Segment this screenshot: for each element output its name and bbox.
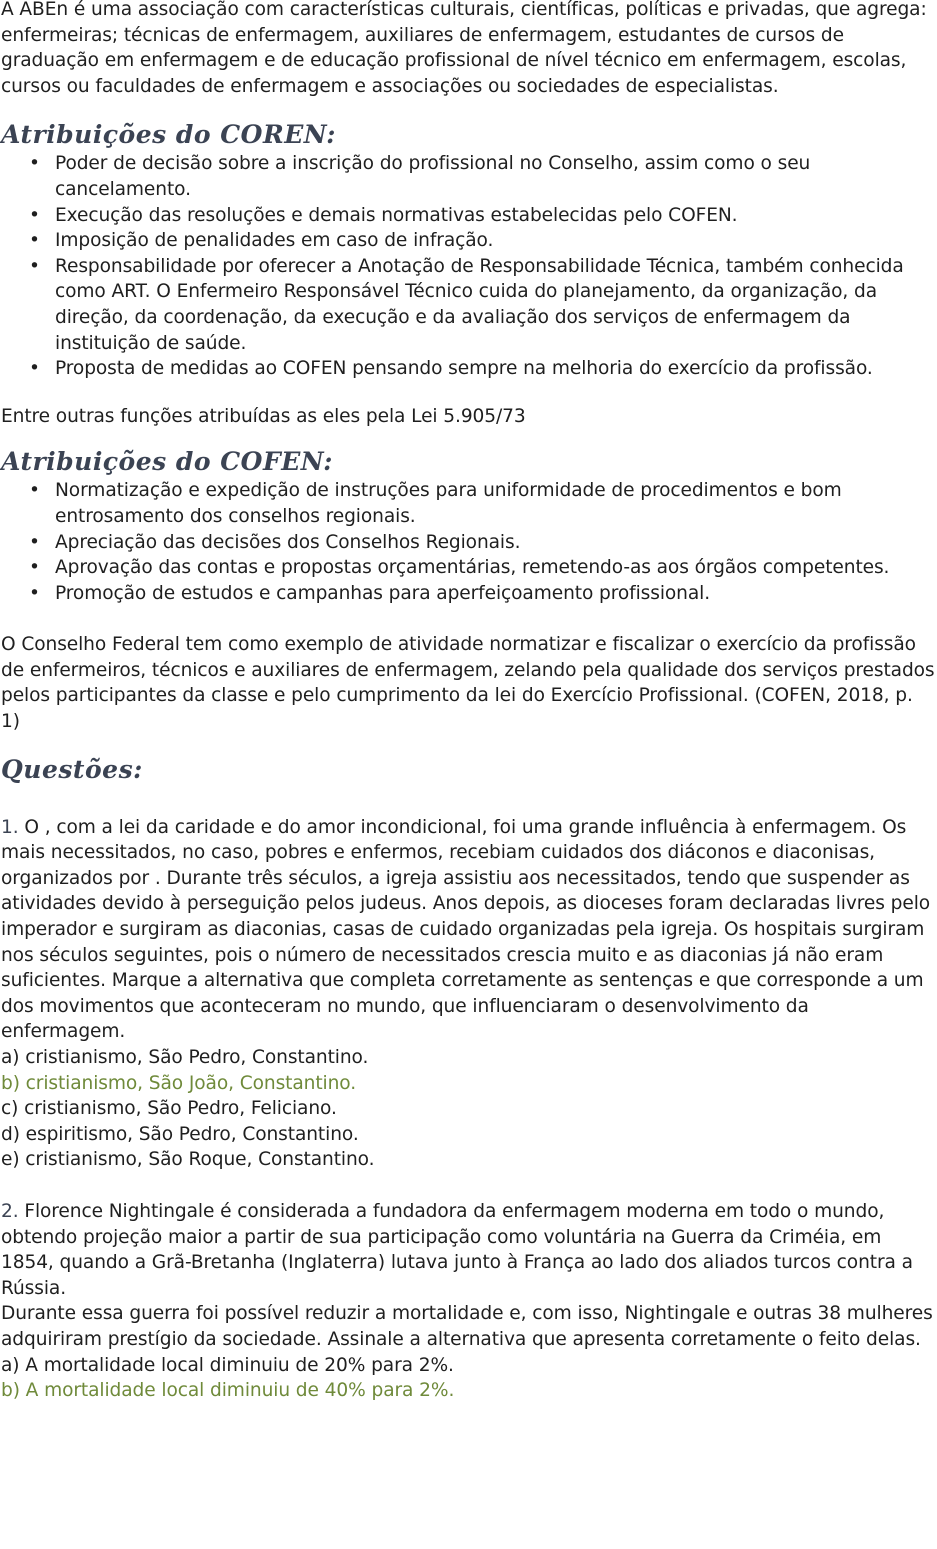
- option-e: e) cristianismo, São Roque, Constantino.: [1, 1149, 375, 1171]
- option-c: c) cristianismo, São Pedro, Feliciano.: [1, 1098, 337, 1120]
- option-a: a) cristianismo, São Pedro, Constantino.: [1, 1047, 369, 1068]
- question-2: [1, 1199, 937, 1404]
- question-2-text: [1, 1199, 937, 1301]
- intro-paragraph: A ABEn é uma associação com características culturais, científicas, políticas e privadas, que agrega: enfermeiras; técnicas de enfermagem, auxiliares de enfermagem, estudantes de cursos de graduação em enfermagem e de educação profissional de nível técnico em enfermagem, escolas, cursos ou faculdades de enfermagem e associações ou sociedades de especialistas.: [1, 0, 927, 97]
- question-body: Florence Nightingale é considerada a fundadora da enfermagem moderna em todo o mundo, obtendo projeção maior a partir de sua participação como voluntária na Guerra da Criméia, em 1854, quando a Grã-Bretanha (Inglaterra) lutava junto à França ao lado dos aliados turcos contra a Rússia.: [1, 1200, 913, 1299]
- list-item: • Imposição de penalidades em caso de infração.: [55, 228, 937, 254]
- coren-footer: Entre outras funções atribuídas as eles pela Lei 5.905/73: [1, 405, 526, 427]
- cofen-footer: O Conselho Federal tem como exemplo de atividade normatizar e fiscalizar o exercício da profissão de enfermeiros, técnicos e auxiliares de enfermagem, zelando pela qualidade dos serviços prestados pelos participantes da classe e pelo cumprimento da lei do Exercício Profissional. (COFEN, 2018, p. 1): [1, 634, 935, 733]
- option-a: a) A mortalidade local diminuiu de 20% para 2%.: [1, 1354, 454, 1376]
- cofen-list: [1, 478, 937, 606]
- question-number: 1.: [1, 816, 19, 838]
- list-item: • Responsabilidade por oferecer a Anotação de Responsabilidade Técnica, também conhecida como ART. O Enfermeiro Responsável Técnico cuida do planejamento, da organização, da direção, da coordenação, da execução e da avaliação dos serviços de enfermagem da instituição de saúde.: [55, 254, 937, 356]
- question-number: 2.: [1, 1200, 19, 1222]
- question-2-text-continued: Durante essa guerra foi possível reduzir a mortalidade e, com isso, Nightingale e outras 38 mulheres adquiriram prestígio da sociedade. Assinale a alternativa que apresenta corretamente o feito delas.: [1, 1303, 933, 1350]
- option-b-correct: b) A mortalidade local diminuiu de 40% para 2%.: [1, 1380, 455, 1402]
- list-item: • Normatização e expedição de instruções para uniformidade de procedimentos e bom entrosamento dos conselhos regionais.: [55, 478, 937, 529]
- list-item: • Apreciação das decisões dos Conselhos Regionais.: [55, 530, 937, 556]
- questions-heading: Questões:: [1, 754, 143, 784]
- list-item: • Proposta de medidas ao COFEN pensando sempre na melhoria do exercício da profissão.: [55, 356, 937, 382]
- option-d: d) espiritismo, São Pedro, Constantino.: [1, 1123, 359, 1145]
- list-item: • Execução das resoluções e demais normativas estabelecidas pelo COFEN.: [55, 203, 937, 229]
- option-b-correct: b) cristianismo, São João, Constantino.: [1, 1072, 357, 1094]
- question-body: O , com a lei da caridade e do amor incondicional, foi uma grande influência à enfermagem. Os mais necessitados, no caso, pobres e enfermos, recebiam cuidados dos diáconos e diaconisas, organizados por . Durante três séculos, a igreja assistiu aos necessitados, tendo que suspender as atividades devido à perseguição pelos judeus. Anos depois, as dioceses foram declaradas livres pelo imperador e surgiram as diaconias, casas de cuidado organizadas pela igreja. Os hospitais surgiram nos séculos seguintes, pois o número de necessitados crescia muito e as diaconias já não eram suficientes. Marque a alternativa que completa corretamente as sentenças e que corresponde a um dos movimentos que aconteceram no mundo, que influenciaram o desenvolvimento da enfermagem.: [1, 816, 931, 1043]
- coren-list: [1, 151, 937, 381]
- question-1-text: [1, 815, 937, 1045]
- coren-heading: Atribuições do COREN:: [1, 120, 336, 150]
- cofen-heading: Atribuições do COFEN:: [1, 447, 333, 477]
- list-item: • Aprovação das contas e propostas orçamentárias, remetendo-as aos órgãos competentes.: [55, 555, 937, 581]
- list-item: • Promoção de estudos e campanhas para aperfeiçoamento profissional.: [55, 581, 937, 607]
- list-item: • Poder de decisão sobre a inscrição do profissional no Conselho, assim como o seu cancelamento.: [55, 151, 937, 202]
- question-1: [1, 815, 937, 1173]
